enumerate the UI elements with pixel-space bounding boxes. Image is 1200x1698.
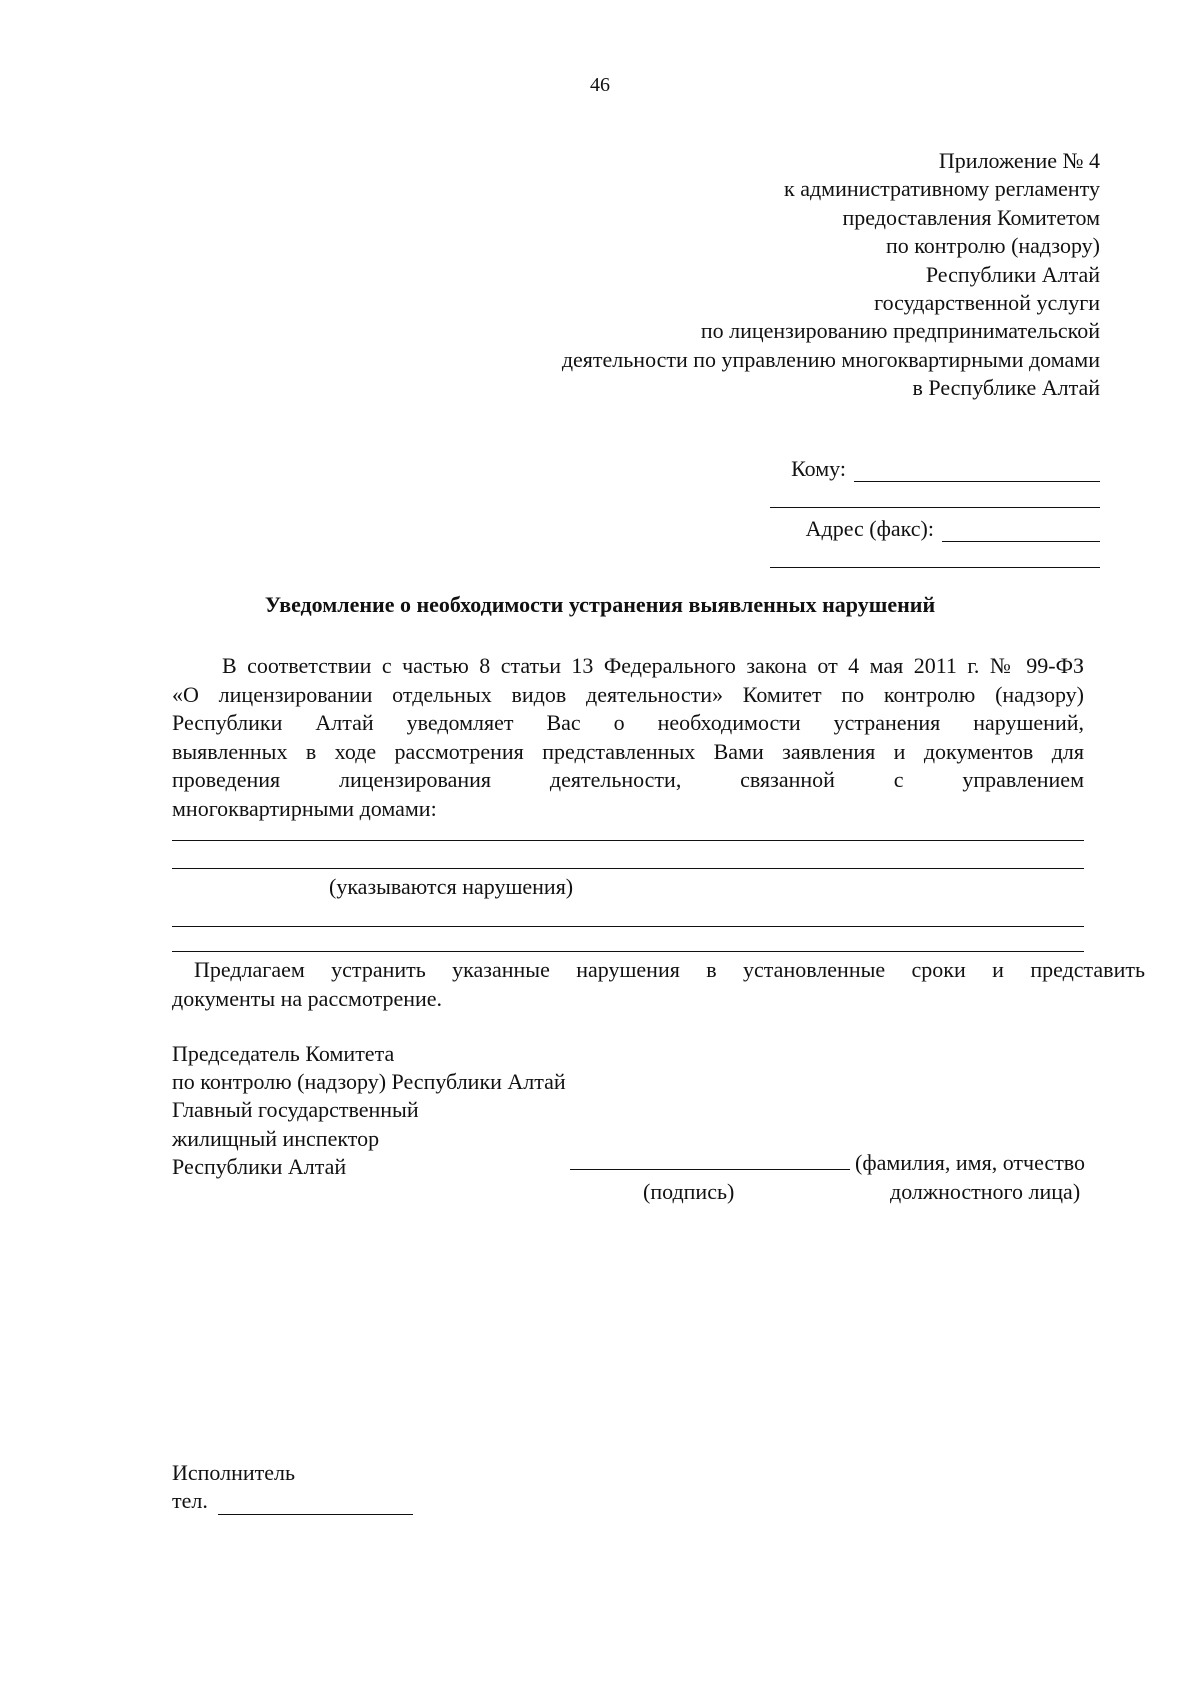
appendix-line: государственной услуги	[874, 290, 1100, 316]
appendix-header	[562, 147, 1100, 403]
executor-block	[172, 1459, 413, 1515]
appendix-line: Приложение № 4	[938, 148, 1100, 173]
appendix-line: по лицензированию предпринимательской	[700, 318, 1100, 344]
tel-field[interactable]	[218, 1494, 413, 1515]
tel-label: тел.	[172, 1488, 208, 1513]
appendix-line: в Республике Алтай	[912, 375, 1100, 401]
notice-body	[172, 652, 1084, 823]
address-field[interactable]	[942, 519, 1100, 542]
to-field[interactable]	[854, 459, 1100, 482]
violations-line[interactable]	[172, 840, 1084, 841]
tel-row	[172, 1487, 413, 1515]
fio-caption-line2: должностного лица)	[890, 1179, 1081, 1204]
address-row	[760, 514, 1100, 542]
offer-line: документы на рассмотрение.	[172, 985, 443, 1011]
recipient-block	[760, 454, 1100, 568]
signer-line: Председатель Комитета	[172, 1041, 395, 1066]
fio-caption-line1: (фамилия, имя, отчество	[855, 1150, 1086, 1175]
page-number: 46	[590, 74, 610, 96]
appendix-line: деятельности по управлению многоквартирными домами	[561, 346, 1100, 372]
appendix-line: по контролю (надзору)	[885, 233, 1100, 259]
to-label: Кому:	[791, 456, 846, 481]
signer-line: Главный государственный	[172, 1097, 419, 1123]
violations-line[interactable]	[172, 926, 1084, 927]
signer-line: Республики Алтай	[172, 1153, 347, 1179]
body-line: многоквартирными домами:	[172, 795, 437, 821]
signature-caption: (подпись)	[643, 1179, 735, 1204]
to-field-continuation[interactable]	[770, 506, 1100, 508]
body-line: «О лицензировании отдельных видов деятельности» Комитет по контролю (надзору)	[172, 681, 1084, 707]
violations-caption: (указываются нарушения)	[329, 874, 574, 899]
signer-block	[172, 1040, 566, 1181]
executor-label: Исполнитель	[172, 1460, 296, 1485]
notice-title: Уведомление о необходимости устранения выявленных нарушений	[264, 592, 936, 617]
body-line: В соответствии с частью 8 статьи 13 Федерального закона от 4 мая 2011 г. № 99-ФЗ	[222, 653, 1084, 678]
violations-line[interactable]	[172, 951, 1084, 952]
offer-line: Предлагаем устранить указанные нарушения в установленные сроки и представить	[194, 957, 1145, 982]
signature-field[interactable]	[570, 1169, 850, 1170]
to-row	[760, 454, 1100, 482]
body-line: проведения лицензирования деятельности, связанной с управлением	[172, 767, 1084, 792]
signer-line: жилищный инспектор	[172, 1125, 380, 1151]
appendix-line: предоставления Комитетом	[842, 204, 1100, 230]
address-field-continuation[interactable]	[770, 566, 1100, 568]
appendix-line: Республики Алтай	[925, 261, 1100, 287]
address-label: Адрес (факс):	[805, 516, 934, 541]
violations-line[interactable]	[172, 868, 1084, 869]
body-line: выявленных в ходе рассмотрения представленных Вами заявления и документов для	[172, 738, 1084, 764]
appendix-line: к административному регламенту	[784, 176, 1100, 202]
signer-line: по контролю (надзору) Республики Алтай	[172, 1069, 566, 1095]
offer-paragraph	[172, 956, 1145, 1013]
body-line: Республики Алтай уведомляет Вас о необходимости устранения нарушений,	[172, 710, 1084, 735]
